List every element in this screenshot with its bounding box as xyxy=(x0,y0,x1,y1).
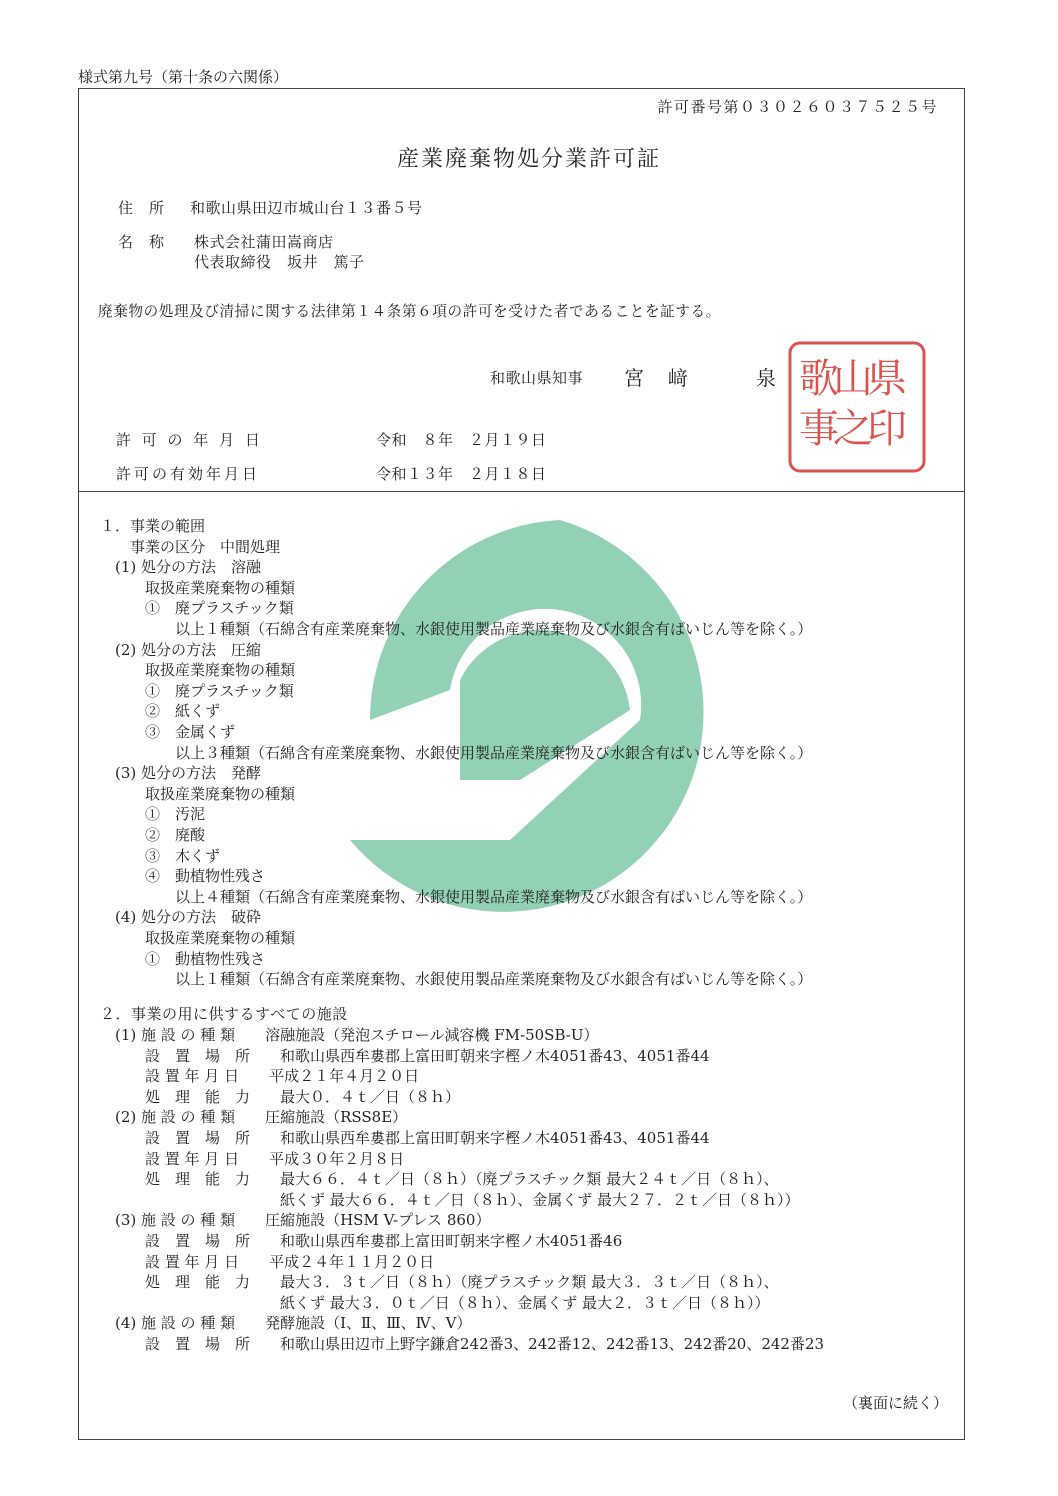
representative-name: 代表取締役 坂井 篤子 xyxy=(194,253,365,271)
svg-text:之: 之 xyxy=(833,406,873,452)
address-label: 住 所 xyxy=(118,199,165,217)
scope-line: 取扱産業廃棄物の種類 xyxy=(100,784,296,803)
valid-date: 令和１３年 ２月１８日 xyxy=(376,465,547,483)
facility-line: (4) 施 設 の 種 類 発酵施設（Ⅰ、Ⅱ、Ⅲ、Ⅳ、Ⅴ） xyxy=(100,1314,472,1333)
facility-line: 処 理 能 力 最大６６．４ｔ／日（８ｈ）（廃プラスチック類 最大２４ｔ／日（８ｈ）、 xyxy=(100,1170,779,1189)
facility-line: (1) 施 設 の 種 類 溶融施設（発泡スチロール減容機 FM-50SB-U） xyxy=(100,1026,599,1044)
permit-date: 令和 ８年 ２月１９日 xyxy=(376,431,547,449)
facility-line: 設 置 場 所 和歌山県田辺市上野字鎌倉242番3、242番12、242番13、242番20、242番23 xyxy=(100,1335,825,1353)
scope-line: (1) 処分の方法 溶融 xyxy=(100,558,262,577)
certification-statement: 廃棄物の処理及び清掃に関する法律第１４条第６項の許可を受けた者であることを証する。 xyxy=(98,303,721,320)
svg-text:山: 山 xyxy=(833,356,873,402)
svg-text:歌: 歌 xyxy=(799,356,839,402)
scope-line: ① 廃プラスチック類 xyxy=(100,681,294,700)
official-seal-icon xyxy=(787,340,927,474)
facility-line: (3) 施 設 の 種 類 圧縮施設（HSM V-プレス 860） xyxy=(100,1211,491,1230)
scope-line: 取扱産業廃棄物の種類 xyxy=(100,578,296,597)
section-divider xyxy=(78,491,965,492)
scope-line: ③ 金属くず xyxy=(100,723,236,741)
facility-line: 設 置 年 月 日 平成３０年２月８日 xyxy=(100,1149,405,1168)
scope-line: ① 汚泥 xyxy=(100,805,206,824)
scope-line: 以上３種類（石綿含有産業廃棄物、水銀使用製品産業廃棄物及び水銀含有ばいじん等を除く。） xyxy=(100,743,813,762)
scope-line: １．事業の範囲 xyxy=(100,517,206,535)
facility-line: 処 理 能 力 最大０．４ｔ／日（８ｈ） xyxy=(100,1087,461,1106)
continued-on-back: （裏面に続く） xyxy=(842,1394,948,1412)
svg-text:県: 県 xyxy=(867,356,907,402)
scope-line: 以上１種類（石綿含有産業廃棄物、水銀使用製品産業廃棄物及び水銀含有ばいじん等を除く。） xyxy=(100,620,813,638)
facility-line: 設 置 場 所 和歌山県西牟婁郡上富田町朝来字樫ノ木4051番43、4051番44 xyxy=(100,1129,710,1147)
scope-line: ① 廃プラスチック類 xyxy=(100,599,294,618)
svg-text:印: 印 xyxy=(867,406,907,452)
valid-date-label: 許可の有効年月日 xyxy=(116,465,261,483)
scope-line: (3) 処分の方法 発酵 xyxy=(100,764,262,783)
issuer-name: 宮 﨑 泉 xyxy=(624,366,778,390)
scope-line: ② 廃酸 xyxy=(100,826,206,844)
issuer-title: 和歌山県知事 xyxy=(490,369,584,387)
facility-line: 設 置 場 所 和歌山県西牟婁郡上富田町朝来字樫ノ木4051番43、4051番44 xyxy=(100,1046,710,1065)
facility-line: 設 置 年 月 日 平成２１年４月２０日 xyxy=(100,1067,420,1086)
scope-line: ④ 動植物性残さ xyxy=(100,867,266,886)
address-value: 和歌山県田辺市城山台１３番５号 xyxy=(190,199,423,217)
facility-line: 処 理 能 力 最大３．３ｔ／日（８ｈ）（廃プラスチック類 最大３．３ｔ／日（８ｈ）、 xyxy=(100,1273,779,1292)
facility-line: 紙くず 最大６６．４ｔ／日（８ｈ）、金属くず 最大２７．２ｔ／日（８ｈ）） xyxy=(100,1190,800,1209)
name-label: 名 称 xyxy=(118,233,165,251)
scope-line: ② 紙くず xyxy=(100,702,221,721)
facilities-heading: ２．事業の用に供するすべての施設 xyxy=(100,1005,348,1023)
scope-line: 取扱産業廃棄物の種類 xyxy=(100,661,296,680)
scope-line: 以上４種類（石綿含有産業廃棄物、水銀使用製品産業廃棄物及び水銀含有ばいじん等を除く。） xyxy=(100,887,813,906)
facility-line: 紙くず 最大３．０ｔ／日（８ｈ）、金属くず 最大２．３ｔ／日（８ｈ）） xyxy=(100,1293,770,1312)
svg-text:事: 事 xyxy=(799,406,839,452)
prefecture-emblem-icon xyxy=(310,510,730,930)
permit-date-label: 許 可 の 年 月 日 xyxy=(116,431,263,449)
scope-line: ③ 木くず xyxy=(100,846,221,865)
scope-line: (2) 処分の方法 圧縮 xyxy=(100,640,262,659)
facility-line: 設 置 場 所 和歌山県西牟婁郡上富田町朝来字樫ノ木4051番46 xyxy=(100,1232,623,1250)
facility-line: (2) 施 設 の 種 類 圧縮施設（RSS8E） xyxy=(100,1108,408,1127)
form-label: 様式第九号（第十条の六関係） xyxy=(78,68,289,86)
scope-line: 事業の区分 中間処理 xyxy=(100,537,281,556)
scope-line: (4) 処分の方法 破砕 xyxy=(100,908,262,927)
permit-number: 許可番号第０３０２６０３７５２５号 xyxy=(657,98,938,116)
facility-line: 設 置 年 月 日 平成２４年１１月２０日 xyxy=(100,1252,435,1271)
scope-line: 以上１種類（石綿含有産業廃棄物、水銀使用製品産業廃棄物及び水銀含有ばいじん等を除く。） xyxy=(100,970,813,989)
document-title: 産業廃棄物処分業許可証 xyxy=(396,147,661,172)
scope-line: ① 動植物性残さ xyxy=(100,949,266,968)
company-name: 株式会社蒲田嵩商店 xyxy=(194,233,334,251)
scope-line: 取扱産業廃棄物の種類 xyxy=(100,929,296,947)
